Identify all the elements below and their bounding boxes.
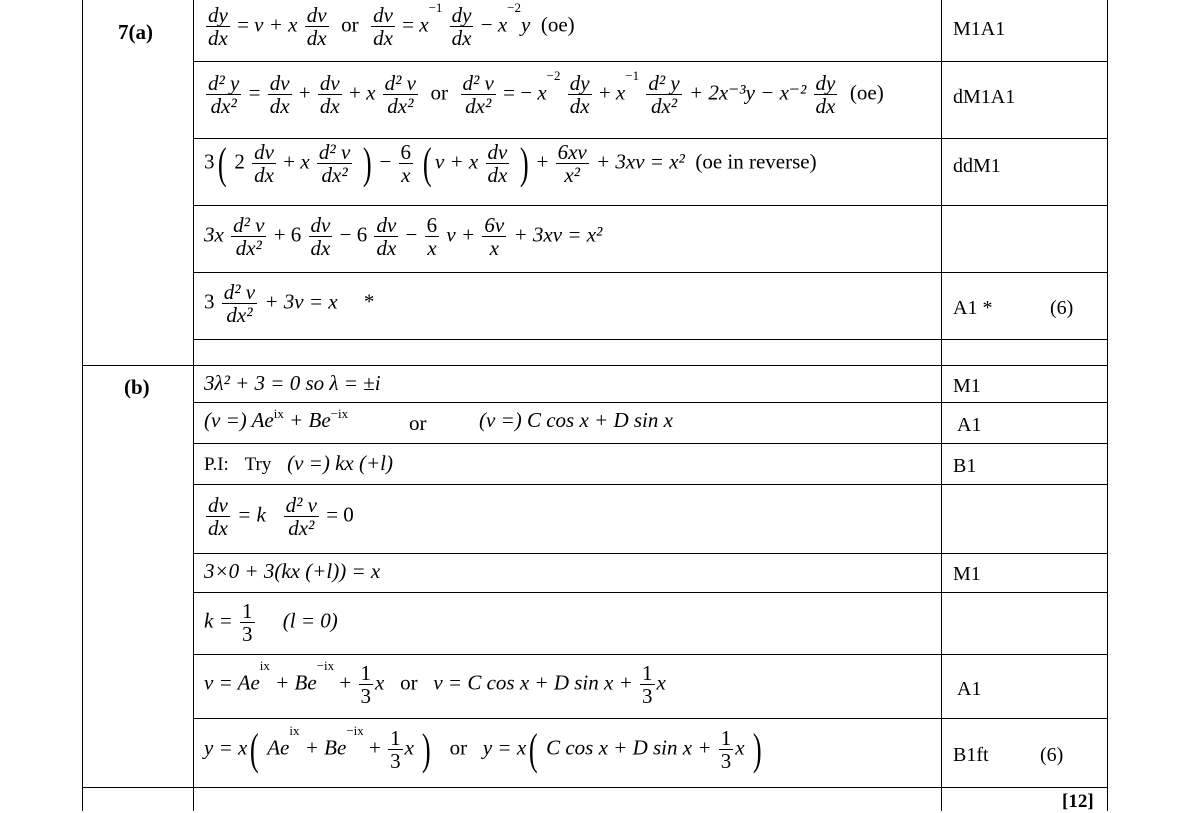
table-border-right <box>1107 0 1108 811</box>
math-row-a1: $\frac{dy}{dx}$ = v + x $\frac{dv}{dx}$ or $\frac{dv}{dx}$ = $x^{-1}$ $\frac{dy}{dx}$ − $x^{-2}y$ (oe) <box>208 0 575 51</box>
row-divider <box>193 205 1108 206</box>
row-divider <box>193 61 1108 62</box>
mark-a1: M1A1 <box>953 18 1006 40</box>
mark-a2: dM1A1 <box>953 86 1016 108</box>
row-divider <box>193 402 1108 403</box>
mark-b8: B1ft <box>953 744 989 766</box>
math-row-b1: 3λ² + 3 = 0 so λ = ±i <box>204 371 381 395</box>
or-b2: or <box>409 411 427 435</box>
math-row-b2-rhs: (v =) C cos x + D sin x <box>479 408 673 432</box>
row-divider <box>193 592 1108 593</box>
mark-b7: A1 <box>957 678 982 700</box>
mark-a3: ddM1 <box>953 155 1001 177</box>
math-row-a5: 3 $\frac{\text{d² v}}{\text{dx²}}$ + 3v = x * <box>204 280 375 328</box>
math-row-b7: $v = Ae^{ix} + Be^{-ix}$ + $\frac{1}{3}$ x or v = C cos x + D sin x + $\frac{1}{3}$ x <box>204 658 666 709</box>
table-border-left <box>82 0 83 811</box>
row-divider <box>193 272 1108 273</box>
mark-b3: B1 <box>953 455 977 477</box>
question-label-b: (b) <box>124 375 150 399</box>
total-marks: [12] <box>1062 791 1094 812</box>
math-row-b5: 3×0 + 3(kx (+l)) = x <box>204 559 381 583</box>
math-row-a2: $\frac{\text{d² y}}{\text{dx²}}$ = $\frac{dv}{dx}$ + $\frac{dv}{dx}$ + x $\frac{\text{d² v}}{\text{dx²}}$ or $\frac{\text{d² v}}{\text{dx²}}$ = − $x^{-2}$ $\frac{dy}{dx}$ + $x^{-1}$ $\frac{\text{d² y}}{\text{dx²}}$ + 2x⁻³y − x⁻² $\frac{dy}{dx}$ (oe) <box>208 68 884 119</box>
row-divider <box>193 484 1108 485</box>
mark-a5: A1 * <box>953 297 993 319</box>
mark-b2: A1 <box>957 414 982 436</box>
question-label-7a: 7(a) <box>118 20 153 44</box>
row-divider <box>193 553 1108 554</box>
math-row-b6: k = $\frac{1}{3}$ (l = 0) <box>204 599 338 647</box>
math-row-a3: 3( 2 $\frac{dv}{dx}$ + x $\frac{\text{d² v}}{\text{dx²}}$ ) − $\frac{6}{x}$ ( v + x $\frac{dv}{dx}$ ) + $\frac{6xv}{\text{x²}}$ + 3xv = x² (oe in reverse) <box>204 138 817 188</box>
table-col-divider-1 <box>193 0 194 811</box>
score-a: (6) <box>1050 297 1074 319</box>
math-row-b8: y = x( $Ae^{ix} + Be^{-ix}$ + $\frac{1}{3}$ x ) or y = x( C cos x + D sin x + $\frac{1}{3}$ x ) <box>204 723 762 774</box>
section-divider <box>82 365 1108 366</box>
mark-b5: M1 <box>953 563 981 585</box>
score-b: (6) <box>1040 744 1064 766</box>
mark-b1: M1 <box>953 375 981 397</box>
row-divider <box>193 443 1108 444</box>
math-row-b3: P.I: Try (v =) kx (+l) <box>204 451 393 475</box>
table-col-divider-2 <box>941 0 942 811</box>
section-divider <box>82 787 1108 788</box>
math-row-a4: 3x $\frac{\text{d² v}}{\text{dx²}}$ + 6 $\frac{dv}{dx}$ − 6 $\frac{dv}{dx}$ − $\frac{6}{x}$ v + $\frac{6v}{x}$ + 3xv = x² <box>204 213 603 261</box>
row-divider <box>193 718 1108 719</box>
math-row-b2: (v =) $Ae^{ix} + Be^{-ix}$ <box>204 406 349 432</box>
row-divider <box>193 138 1108 139</box>
row-divider <box>193 339 1108 340</box>
row-divider <box>193 654 1108 655</box>
math-row-b4: $\frac{dv}{dx}$ = k $\frac{\text{d² v}}{\text{dx²}}$ = 0 <box>208 493 354 541</box>
